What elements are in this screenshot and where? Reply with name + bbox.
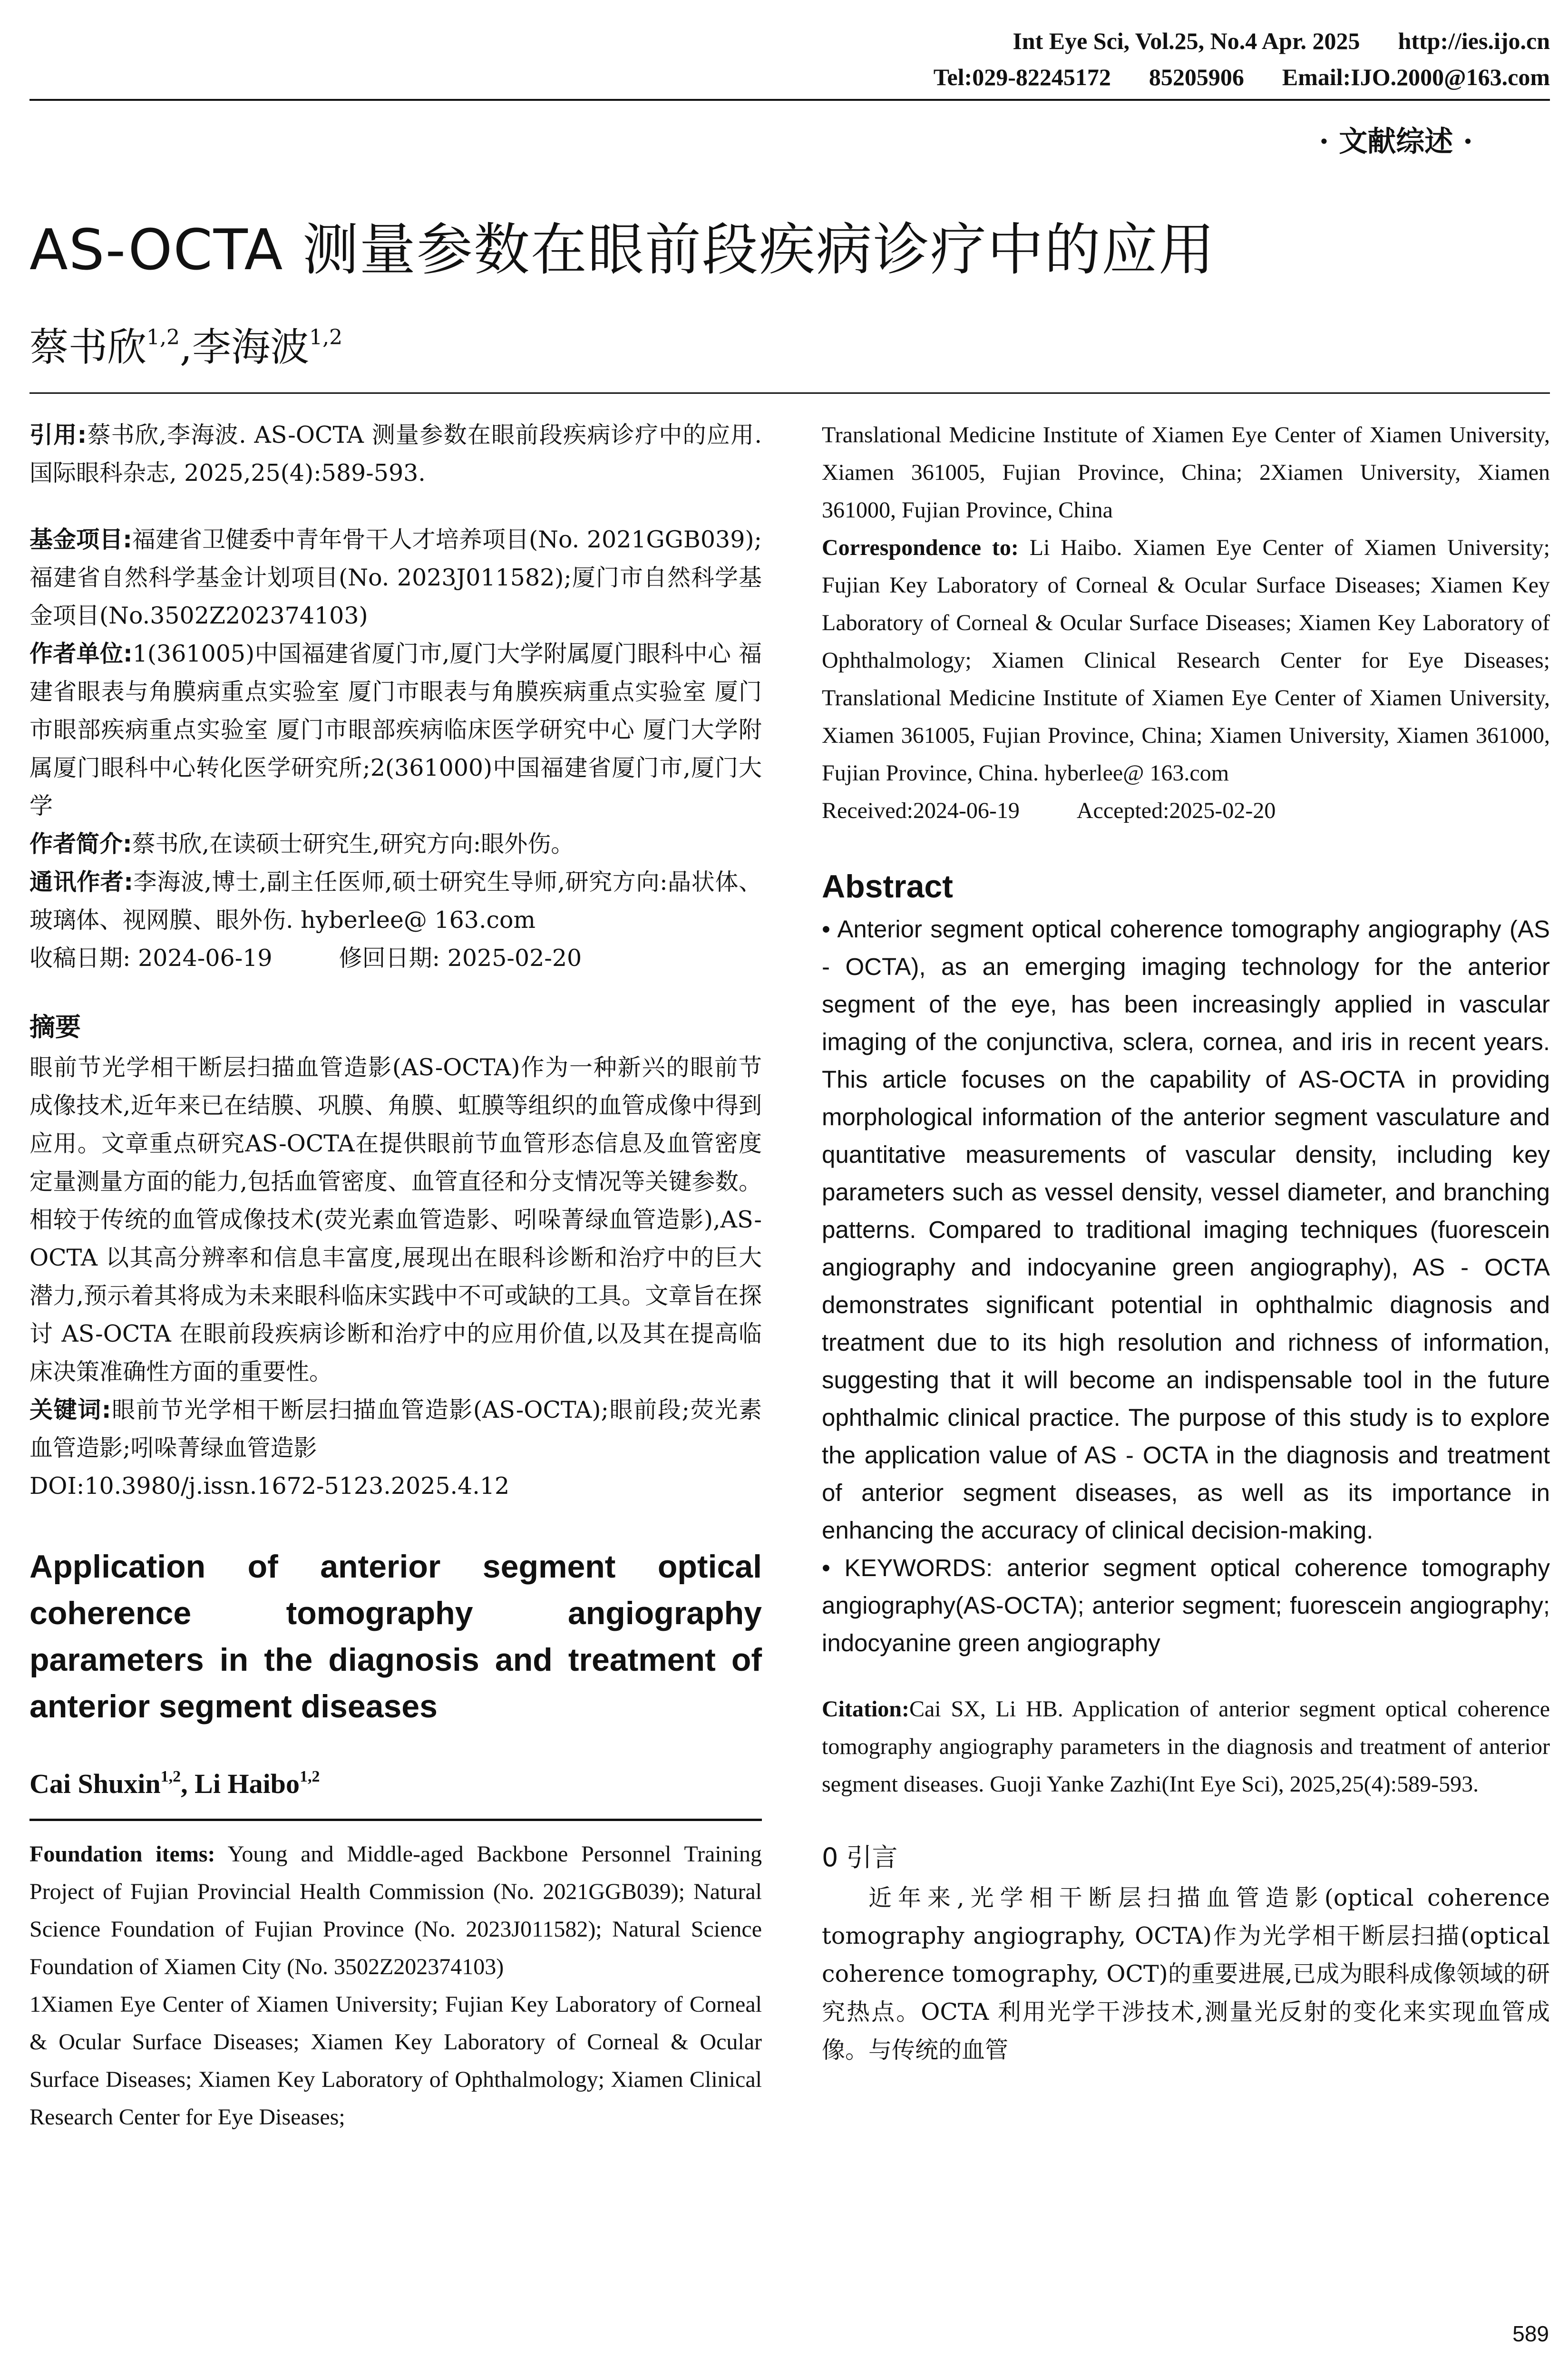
- keywords-zh: [29, 1391, 762, 1467]
- correspondence-en-label: Correspondence to:: [822, 535, 1019, 560]
- corr-zh: [29, 863, 762, 939]
- author-separator: ,: [180, 325, 193, 370]
- author-1: 蔡书欣: [29, 325, 147, 370]
- foundation-en-label: Foundation items:: [29, 1841, 215, 1867]
- bio-zh-label: 作者简介:: [29, 830, 132, 857]
- doi[interactable]: DOI:10.3980/j.issn.1672-5123.2025.4.12: [29, 1472, 510, 1500]
- citation-en-label: Citation:: [822, 1696, 909, 1722]
- citation-en-text: Cai SX, Li HB. Application of anterior segment optical coherence tomography angiography parameters in the diagnosis and treatment of anterior segment diseases. Guoji Yanke Zazhi(Int Eye Sci), 2025,25(4):589-593.: [822, 1696, 1550, 1797]
- citation-zh-label: 引用:: [29, 421, 87, 448]
- citation-zh: [29, 416, 762, 492]
- citation-en: [822, 1690, 1550, 1803]
- author-2: 李海波: [192, 325, 310, 370]
- affiliation-en-cont: Translational Medicine Institute of Xiamen Eye Center of Xiamen University, Xiamen 361005, Fujian Province, China; 2Xiamen University, Xiamen 361000, Fujian Province, China: [822, 422, 1550, 523]
- article-title: AS-OCTA 测量参数在眼前段疾病诊疗中的应用: [29, 217, 1216, 283]
- intro-text: 近年来,光学相干断层扫描血管造影(optical coherence tomography angiography, OCTA)作为光学相干断层扫描(optical coherence tomography, OCT)的重要进展,已成为眼科成像领域的研究热点。OCTA 利用光学干涉技术,测量光反射的变化来实现血管成像。与传统的血管: [822, 1884, 1550, 2064]
- unit-zh-text: 1(361005)中国福建省厦门市,厦门大学附属厦门眼科中心 福建省眼表与角膜病重点实验室 厦门市眼表与角膜疾病重点实验室 厦门市眼部疾病重点实验室 厦门市眼部疾病临床医学研究中心 厦门大学附属厦门眼科中心转化医学研究所;2(361000)中国福建省厦门市,厦门大学: [29, 640, 762, 819]
- accepted-en: Accepted:2025-02-20: [1076, 798, 1276, 823]
- keywords-en: • KEYWORDS: anterior segment optical coherence tomography angiography(AS-OCTA); anterior segment; fuorescein angiography; indocyanine green angiography: [822, 1554, 1550, 1656]
- author-1-affil: 1,2: [146, 325, 180, 350]
- section-tag: · 文献综述 ·: [1319, 125, 1473, 158]
- en-author-2-affil: 1,2: [299, 1768, 320, 1785]
- unit-zh: [29, 635, 762, 825]
- abstract-en-heading: Abstract: [822, 868, 953, 905]
- en-author-1-affil: 1,2: [160, 1768, 181, 1785]
- bio-zh: [29, 825, 762, 863]
- en-author-separator: ,: [181, 1768, 195, 1799]
- dates-zh: [29, 939, 762, 977]
- foundation-en-text: Young and Middle-aged Backbone Personnel Training Project of Fujian Provincial Health Commission (No. 2021GGB039); Natural Science Foundation of Fujian Province (No. 2023J011582); Natural Science Foundation of Xiamen City (No. 3502Z202374103): [29, 1841, 762, 1979]
- received-en: Received:2024-06-19: [822, 798, 1020, 823]
- journal-email[interactable]: Email:IJO.2000@163.com: [1282, 64, 1550, 90]
- journal-tel: Tel:029-82245172: [933, 64, 1111, 90]
- correspondence-en: [822, 529, 1550, 792]
- citation-zh-text: 蔡书欣,李海波. AS-OCTA 测量参数在眼前段疾病诊疗中的应用. 国际眼科杂志, 2025,25(4):589-593.: [29, 421, 762, 487]
- right-column: [822, 416, 1550, 2069]
- journal-url[interactable]: http://ies.ijo.cn: [1398, 28, 1550, 54]
- fund-zh: [29, 521, 762, 635]
- en-author-2: Li Haibo: [195, 1768, 300, 1799]
- journal-info: Int Eye Sci, Vol.25, No.4 Apr. 2025: [1013, 28, 1360, 54]
- article-authors: [29, 316, 342, 372]
- english-authors: [29, 1768, 762, 1800]
- keywords-zh-label: 关键词:: [29, 1396, 111, 1423]
- running-header: [896, 23, 1550, 95]
- journal-tel2: 85205906: [1149, 64, 1244, 90]
- correspondence-en-text: Li Haibo. Xiamen Eye Center of Xiamen University; Fujian Key Laboratory of Corneal & Ocular Surface Diseases; Xiamen Key Laboratory of Corneal & Ocular Surface Diseases; Xiamen Key Laboratory of Ophthalmology; Xiamen Clinical Research Center for Eye Diseases; Translational Medicine Institute of Xiamen Eye Center of Xiamen University, Xiamen 361005, Fujian Province, China; Xiamen University, Xiamen 361000, Fujian Province, China. hyberlee@ 163.com: [822, 535, 1550, 786]
- abstract-zh-text: 眼前节光学相干断层扫描血管造影(AS-OCTA)作为一种新兴的眼前节成像技术,近年来已在结膜、巩膜、角膜、虹膜等组织的血管成像中得到应用。文章重点研究AS-OCTA在提供眼前节血管形态信息及血管密度定量测量方面的能力,包括血管密度、血管直径和分支情况等关键参数。相较于传统的血管成像技术(荧光素血管造影、吲哚菁绿血管造影),AS-OCTA 以其高分辨率和信息丰富度,展现出在眼科诊断和治疗中的巨大潜力,预示着其将成为未来眼科临床实践中不可或缺的工具。文章旨在探讨 AS-OCTA 在眼前段疾病诊断和治疗中的应用价值,以及其在提高临床决策准确性方面的重要性。: [29, 1054, 762, 1385]
- header-rule: [29, 99, 1550, 101]
- fund-zh-text: 福建省卫健委中青年骨干人才培养项目(No. 2021GGB039);福建省自然科学基金计划项目(No. 2023J011582);厦门市自然科学基金项目(No.3502Z202374103): [29, 526, 762, 629]
- en-author-1: Cai Shuxin: [29, 1768, 161, 1799]
- page-number: 589: [1512, 2321, 1549, 2346]
- abstract-en-text: • Anterior segment optical coherence tomography angiography (AS - OCTA), as an emerging imaging technology for the anterior segment of the eye, has been increasingly applied in vascular imaging of the conjunctiva, sclera, cornea, and iris in recent years. This article focuses on the capability of AS-OCTA in providing morphological information of the anterior segment vasculature and quantitative measurements of vascular density, including key parameters such as vessel density, vessel diameter, and branching patterns. Compared to traditional imaging techniques (fuorescein angiography and indocyanine green angiography), AS - OCTA demonstrates significant potential in ophthalmic diagnosis and treatment due to its high resolution and richness of information, suggesting that it will become an indispensable tool in the future ophthalmic clinical practice. The purpose of this study is to explore the application value of AS - OCTA in the diagnosis and treatment of anterior segment diseases, as well as its importance in enhancing the accuracy of clinical decision-making.: [822, 916, 1550, 1544]
- english-title: Application of anterior segment optical coherence tomography angiography parameters in the diagnosis and treatment of anterior segment diseases: [29, 1549, 762, 1724]
- corr-zh-text: 李海波,博士,副主任医师,硕士研究生导师,研究方向:晶状体、玻璃体、视网膜、眼外伤. hyberlee@ 163.com: [29, 868, 762, 934]
- abstract-zh-heading: 摘要: [29, 1012, 81, 1042]
- author-2-affil: 1,2: [309, 325, 343, 350]
- bio-zh-text: 蔡书欣,在读硕士研究生,研究方向:眼外伤。: [132, 830, 575, 857]
- corr-zh-label: 通讯作者:: [29, 868, 134, 896]
- received-zh: 收稿日期: 2024-06-19: [29, 945, 273, 972]
- dates-en: [822, 792, 1550, 829]
- title-rule: [29, 392, 1550, 394]
- foundation-en: [29, 1835, 762, 1986]
- affiliation-en: 1Xiamen Eye Center of Xiamen University; Fujian Key Laboratory of Corneal & Ocular Surface Diseases; Xiamen Key Laboratory of Corneal & Ocular Surface Diseases; Xiamen Key Laboratory of Ophthalmology; Xiamen Clinical Research Center for Eye Diseases;: [29, 1992, 762, 2130]
- fund-zh-label: 基金项目:: [29, 526, 132, 553]
- keywords-zh-text: 眼前节光学相干断层扫描血管造影(AS-OCTA);眼前段;荧光素血管造影;吲哚菁绿血管造影: [29, 1396, 762, 1461]
- left-column: [29, 416, 762, 2136]
- revised-zh: 修回日期: 2025-02-20: [339, 945, 582, 972]
- intro-heading: 0 引言: [822, 1842, 898, 1872]
- unit-zh-label: 作者单位:: [29, 640, 133, 667]
